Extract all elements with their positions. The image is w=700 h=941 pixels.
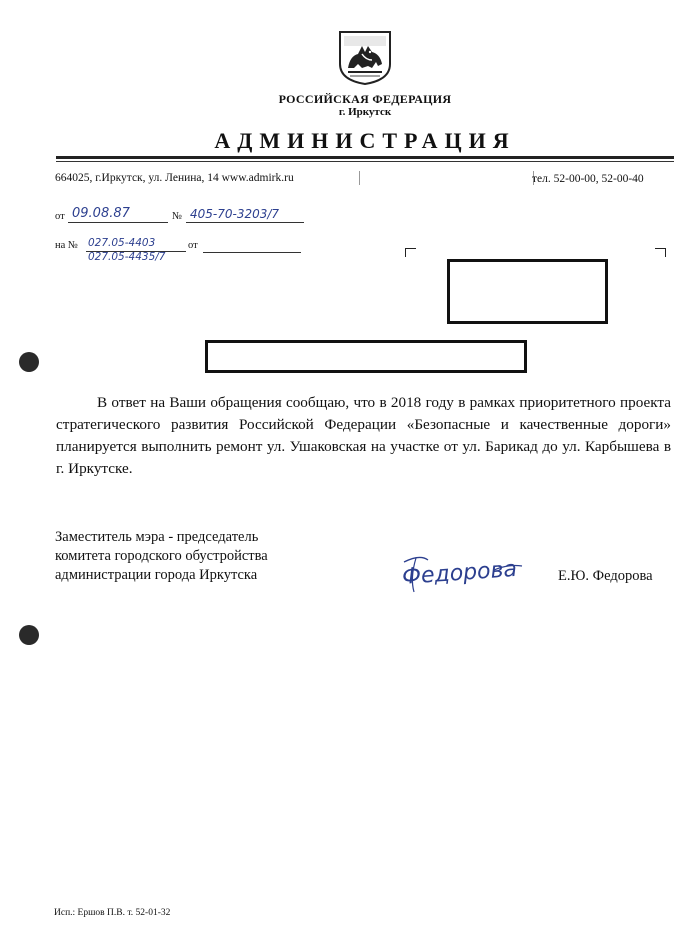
date-value: 09.08.87 xyxy=(72,206,130,221)
signature-text: Федорова xyxy=(401,556,518,590)
address-line: 664025, г.Иркутск, ул. Ленина, 14 www.admirk.ru xyxy=(55,172,294,184)
header-rule-thick xyxy=(56,156,674,159)
signatory-title-line-2: комитета городского обустройства xyxy=(55,548,268,564)
date-field xyxy=(68,208,168,223)
reply-label: на № xyxy=(55,240,78,251)
number-value: 405-70-3203/7 xyxy=(190,207,280,221)
irkutsk-coat-of-arms-emblem xyxy=(338,30,392,86)
header-rule-thin xyxy=(56,161,674,162)
reply-date-field xyxy=(203,239,301,253)
city-name: г. Иркутск xyxy=(338,106,392,118)
letter-body xyxy=(56,392,671,480)
body-paragraph: В ответ на Ваши обращения сообщаю, что в 2018 году в рамках приоритетного проекта стратегического развития Российской Федерации «Безопасные и качественные дороги» планируется выполнить ремонт ул. Ушаковская на участке от ул. Барикад до ул. Карбышева в г. Иркутске. xyxy=(56,394,671,477)
address-field-divider xyxy=(359,171,360,185)
reply-from-label: от xyxy=(188,240,198,251)
reply-number-1: 027.05-4403 xyxy=(88,237,156,249)
reply-number-field xyxy=(86,237,186,252)
number-label: № xyxy=(172,211,183,222)
handwritten-signature xyxy=(398,548,528,598)
punch-hole-bottom xyxy=(19,625,39,645)
from-label: от xyxy=(55,211,65,222)
reply-number-2: 027.05-4435/7 xyxy=(88,251,166,263)
signatory-title-line-1: Заместитель мэра - председатель xyxy=(55,529,259,545)
punch-hole-top xyxy=(19,352,39,372)
signatory-name: Е.Ю. Федорова xyxy=(558,568,653,584)
administration-title: АДМИНИСТРАЦИЯ xyxy=(214,128,516,153)
redacted-recipient-block xyxy=(447,259,608,324)
phone-line: тел. 52-00-00, 52-00-40 xyxy=(532,173,644,185)
signatory-title xyxy=(55,528,268,585)
redacted-salutation-block xyxy=(205,340,527,373)
address-corner-right xyxy=(655,248,666,257)
signatory-title-line-3: администрации города Иркутска xyxy=(55,567,258,583)
number-field xyxy=(186,208,304,223)
address-corner-left xyxy=(405,248,416,257)
executor-note: Исп.: Ершов П.В. т. 52-01-32 xyxy=(54,908,171,918)
country-name: РОССИЙСКАЯ ФЕДЕРАЦИЯ xyxy=(278,92,452,106)
